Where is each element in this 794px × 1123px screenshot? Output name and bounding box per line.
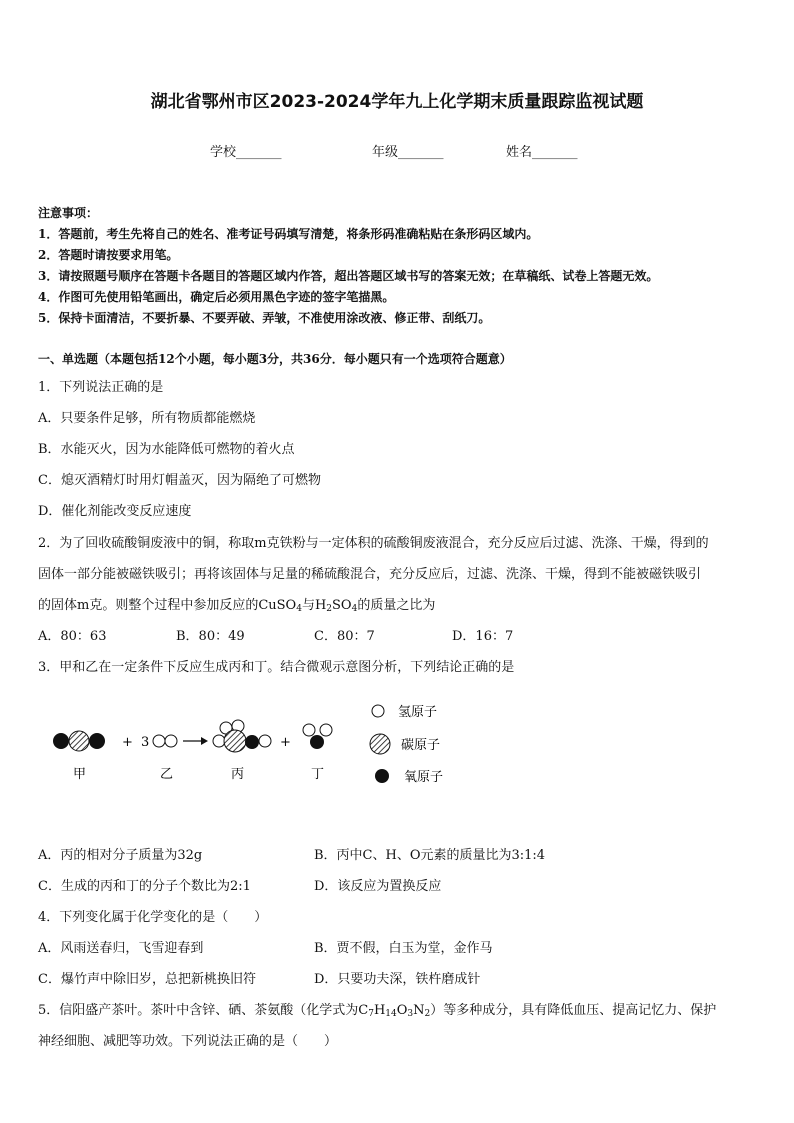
hydrogen-atom	[165, 735, 177, 747]
question-4-option-c: C．爆竹声中除旧岁，总把新桃换旧符	[38, 972, 256, 987]
question-3-option-b: B．丙中C、H、O元素的质量比为3:1:4	[314, 848, 546, 863]
label-yi: 乙	[160, 767, 174, 782]
question-4-stem: 4．下列变化属于化学变化的是（ ）	[38, 910, 268, 925]
grade-field: 年级_______	[372, 145, 444, 160]
question-2-option-c: C．80：7	[314, 629, 375, 644]
notice-heading: 注意事项：	[38, 206, 99, 220]
question-2-option-a: A．80：63	[38, 629, 107, 644]
legend-carbon-swatch	[370, 734, 390, 754]
notice-item: 5．保持卡面清洁，不要折暴、不要弄破、弄皱，不准使用涂改液、修正带、刮纸刀。	[38, 311, 491, 325]
molecule-ding	[303, 724, 332, 749]
page-title: 湖北省鄂州市区2023-2024学年九上化学期末质量跟踪监视试题	[150, 92, 644, 112]
carbon-atom	[224, 730, 246, 752]
question-2-line-3: 的固体m克。则整个过程中参加反应的CuSO$_4$与$H_2SO_4$的质量之比为	[38, 598, 436, 614]
question-2-line-2: 固体一部分能被磁铁吸引；再将该固体与足量的稀硫酸混合，充分反应后，过滤、洗涤、干燥，得到不能被磁铁吸引	[38, 567, 702, 582]
legend	[370, 705, 443, 785]
coefficient: 3	[141, 735, 150, 750]
question-1-stem: 1．下列说法正确的是	[38, 380, 164, 395]
hydrogen-atom	[259, 735, 271, 747]
notice-item: 3．请按照题号顺序在答题卡各题目的答题区域内作答，超出答题区域书写的答案无效；在草稿纸、试卷上答题无效。	[38, 269, 659, 283]
legend-carbon-label: 碳原子	[401, 738, 441, 753]
reaction-diagram	[0, 690, 794, 800]
oxygen-atom	[245, 735, 259, 749]
question-4-option-a: A．风雨送春归，飞雪迎春到	[38, 941, 204, 956]
question-1-option-d: D．催化剂能改变反应速度	[38, 504, 192, 519]
legend-hydrogen-swatch	[372, 705, 384, 717]
hydrogen-atom	[213, 735, 225, 747]
notice-item: 1．答题前，考生先将自己的姓名、准考证号码填写清楚，将条形码准确粘贴在条形码区域内。	[38, 227, 539, 241]
molecule-jia	[53, 731, 105, 751]
label-jia: 甲	[73, 767, 87, 782]
plus-sign: +	[122, 735, 133, 750]
question-3-stem: 3．甲和乙在一定条件下反应生成丙和丁。结合微观示意图分析，下列结论正确的是	[38, 660, 515, 675]
label-ding: 丁	[311, 767, 325, 782]
hydrogen-atom	[153, 735, 165, 747]
section-heading: 一、单选题（本题包括12个小题，每小题3分，共36分．每小题只有一个选项符合题意）	[38, 352, 512, 366]
question-1-option-b: B．水能灭火，因为水能降低可燃物的着火点	[38, 442, 295, 457]
question-1-option-c: C．熄灭酒精灯时用灯帽盖灭，因为隔绝了可燃物	[38, 473, 321, 488]
notice-item: 2．答题时请按要求用笔。	[38, 248, 179, 262]
question-5-line-1: 5．信阳盛产茶叶。茶叶中含锌、硒、茶氨酸（化学式为$C_7H_{14}O_3N_2$）等多种成分，具有降低血压、提高记忆力、保护	[38, 1003, 717, 1019]
question-1-option-a: A．只要条件足够，所有物质都能燃烧	[38, 411, 256, 426]
question-4-option-d: D．只要功夫深，铁杵磨成针	[314, 972, 481, 987]
legend-hydrogen-label: 氢原子	[398, 705, 438, 720]
molecule-bing	[213, 720, 271, 752]
school-field: 学校_______	[210, 145, 282, 160]
label-bing: 丙	[231, 767, 245, 782]
notice-item: 4．作图可先使用铅笔画出，确定后必须用黑色字迹的签字笔描黑。	[38, 290, 395, 304]
question-3-option-a: A．丙的相对分子质量为32g	[38, 848, 203, 863]
question-2-option-b: B．80：49	[176, 629, 245, 644]
oxygen-atom	[310, 735, 324, 749]
oxygen-atom	[53, 733, 69, 749]
oxygen-atom	[89, 733, 105, 749]
question-3-option-d: D．该反应为置换反应	[314, 879, 442, 894]
carbon-atom	[69, 731, 89, 751]
question-5-line-2: 神经细胞、减肥等功效。下列说法正确的是（ ）	[38, 1034, 338, 1049]
legend-oxygen-label: 氧原子	[404, 770, 444, 785]
hydrogen-atom	[320, 724, 332, 736]
question-3-option-c: C．生成的丙和丁的分子个数比为2:1	[38, 879, 251, 894]
legend-oxygen-swatch	[375, 769, 389, 783]
hydrogen-atom	[303, 724, 315, 736]
arrow-icon	[183, 737, 208, 745]
question-4-option-b: B．贾不假，白玉为堂，金作马	[314, 941, 493, 956]
question-2-line-1: 2．为了回收硫酸铜废液中的铜，称取m克铁粉与一定体积的硫酸铜废液混合，充分反应后过滤、洗涤、干燥，得到的	[38, 536, 709, 551]
plus-sign: +	[280, 735, 291, 750]
name-field: 姓名_______	[506, 145, 578, 160]
molecule-yi	[153, 735, 177, 747]
question-2-option-d: D．16：7	[452, 629, 514, 644]
